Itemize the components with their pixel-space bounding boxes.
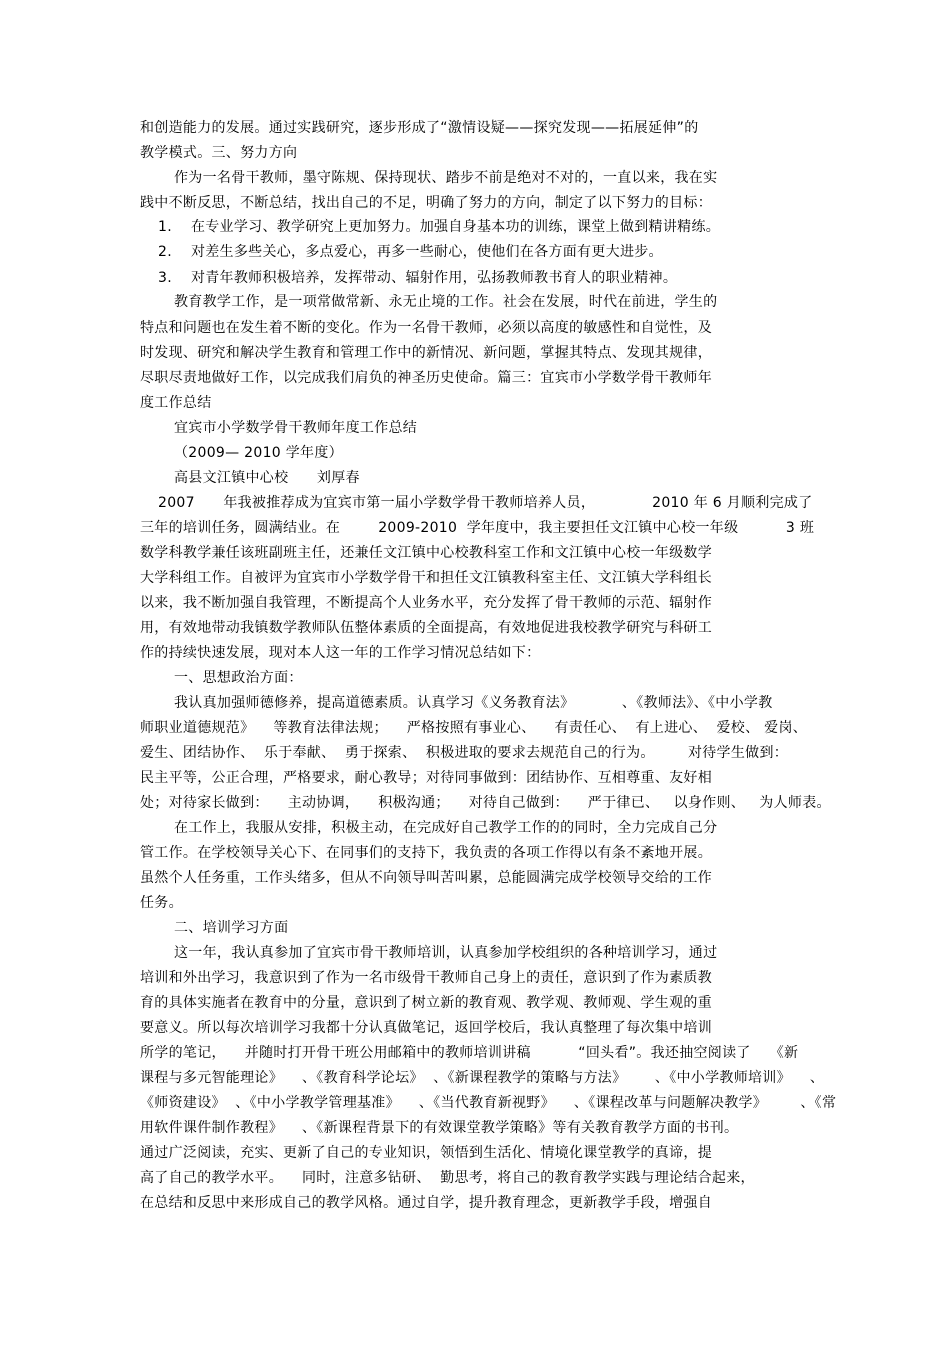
text-line: 在总结和反思中来形成自己的教学风格。通过自学，提升教育理念，更新教学手段，增强自 [140, 1195, 712, 1211]
text-line: 培训和外出学习，我意识到了作为一名市级骨干教师自己身上的责任，意识到了作为素质教 [140, 970, 712, 986]
text-line: 度工作总结 [140, 395, 212, 411]
text-line: 《师资建设》 、《中小学教学管理基准》 、《当代教育新视野》 、《课程改革与问题解决教学》 、《常 [140, 1095, 837, 1111]
text-line: 这一年，我认真参加了宜宾市骨干教师培训，认真参加学校组织的各种培训学习，通过 [174, 945, 718, 961]
text-line: 高了自己的教学水平。 同时，注意多钻研、 勤思考，将自己的教育教学实践与理论结合起来， [140, 1170, 755, 1186]
text-line: 通过广泛阅读，充实、更新了自己的专业知识，领悟到生活化、情境化课堂教学的真谛，提 [140, 1145, 712, 1161]
text-line: 作为一名骨干教师，墨守陈规、保持现状、踏步不前是绝对不对的，一直以来，我在实 [174, 170, 718, 186]
list-item: 2. 对差生多些关心，多点爱心，再多一些耐心，使他们在各方面有更大进步。 [158, 244, 663, 260]
text-line: 管工作。在学校领导关心下、在同事们的支持下，我负责的各项工作得以有条不紊地开展。 [140, 845, 712, 861]
text-line: 任务。 [140, 895, 183, 911]
text-line: 三年的培训任务，圆满结业。在 2009-2010 学年度中，我主要担任文江镇中心校一年级 3 班 [140, 520, 815, 536]
text-line: 大学科组工作。自被评为宜宾市小学数学骨干和担任文江镇教科室主任、文江镇大学科组长 [140, 570, 712, 586]
text-line: 教育教学工作，是一项常做常新、永无止境的工作。社会在发展，时代在前进，学生的 [174, 294, 718, 310]
text-line: 育的具体实施者在教育中的分量，意识到了树立新的教育观、教学观、教师观、学生观的重 [140, 995, 712, 1011]
text-line: 用软件课件制作教程》 、《新课程背景下的有效课堂教学策略》等有关教育教学方面的书刊。 [140, 1120, 739, 1136]
text-line: 数学科教学兼任该班副班主任，还兼任文江镇中心校教科室工作和文江镇中心校一年级数学 [140, 545, 712, 561]
text-line: 时发现、研究和解决学生教育和管理工作中的新情况、新问题，掌握其特点、发现其规律， [140, 345, 712, 361]
text-line: 我认真加强师德修养，提高道德素质。认真学习《义务教育法》 、《教师法》、《中小学教 [174, 695, 773, 711]
text-line: 践中不断反思，不断总结，找出自己的不足，明确了努力的方向，制定了以下努力的目标： [140, 195, 712, 211]
text-line: 2007 年我被推荐成为宜宾市第一届小学数学骨干教师培养人员， 2010 年 6 月顺利完成了 [158, 495, 813, 511]
text-line: 和创造能力的发展。通过实践研究，逐步形成了“激情设疑——探究发现——拓展延伸”的 [140, 120, 699, 136]
text-line: 师职业道德规范》 等教育法律法规； 严格按照有事业心、 有责任心、 有上进心、 爱校、 爱岗、 [140, 720, 808, 736]
text-line: 课程与多元智能理论》 、《教育科学论坛》 、《新课程教学的策略与方法》 、《中小学教师培训》 、 [140, 1070, 825, 1086]
text-line: 所学的笔记， 并随时打开骨干班公用邮箱中的教师培训讲稿 “回头看”。我还抽空阅读了 《新 [140, 1045, 799, 1061]
text-line: 处；对待家长做到： 主动协调， 积极沟通； 对待自己做到： 严于律已、 以身作则、 为人师表。 [140, 795, 831, 811]
section-heading: 二、培训学习方面 [174, 920, 289, 936]
text-line: 爱生、团结协作、 乐于奉献、 勇于探索、 积极进取的要求去规范自己的行为。 对待学生做到： [140, 745, 789, 761]
text-line: 尽职尽责地做好工作，以完成我们肩负的神圣历史使命。篇三：宜宾市小学数学骨干教师年 [140, 370, 712, 386]
list-item: 1. 在专业学习、教学研究上更加努力。加强自身基本功的训练，课堂上做到精讲精练。 [158, 219, 721, 235]
text-line: 在工作上，我服从安排，积极主动，在完成好自己教学工作的的同时，全力完成自己分 [174, 820, 718, 836]
text-line: 要意义。所以每次培训学习我都十分认真做笔记，返回学校后，我认真整理了每次集中培训 [140, 1020, 712, 1036]
section-heading: 一、思想政治方面： [174, 670, 303, 686]
text-line: 以来，我不断加强自我管理，不断提高个人业务水平，充分发挥了骨干教师的示范、辐射作 [140, 595, 712, 611]
text-line: 民主平等，公正合理，严格要求，耐心教导；对待同事做到：团结协作、互相尊重、友好相 [140, 770, 712, 786]
document-title: 宜宾市小学数学骨干教师年度工作总结 [174, 420, 418, 436]
author-line: 高县文江镇中心校 刘厚春 [174, 470, 360, 486]
school-year: （2009— 2010 学年度） [174, 445, 343, 461]
text-line: 作的持续快速发展，现对本人这一年的工作学习情况总结如下： [140, 645, 541, 661]
text-line: 虽然个人任务重，工作头绪多，但从不向领导叫苦叫累，总能圆满完成学校领导交给的工作 [140, 870, 712, 886]
text-line: 教学模式。三、努力方向 [140, 145, 298, 161]
text-line: 用，有效地带动我镇数学教师队伍整体素质的全面提高，有效地促进我校教学研究与科研工 [140, 620, 712, 636]
list-item: 3. 对青年教师积极培养，发挥带动、辐射作用，弘扬教师教书育人的职业精神。 [158, 270, 678, 286]
text-line: 特点和问题也在发生着不断的变化。作为一名骨干教师，必须以高度的敏感性和自觉性，及 [140, 320, 712, 336]
